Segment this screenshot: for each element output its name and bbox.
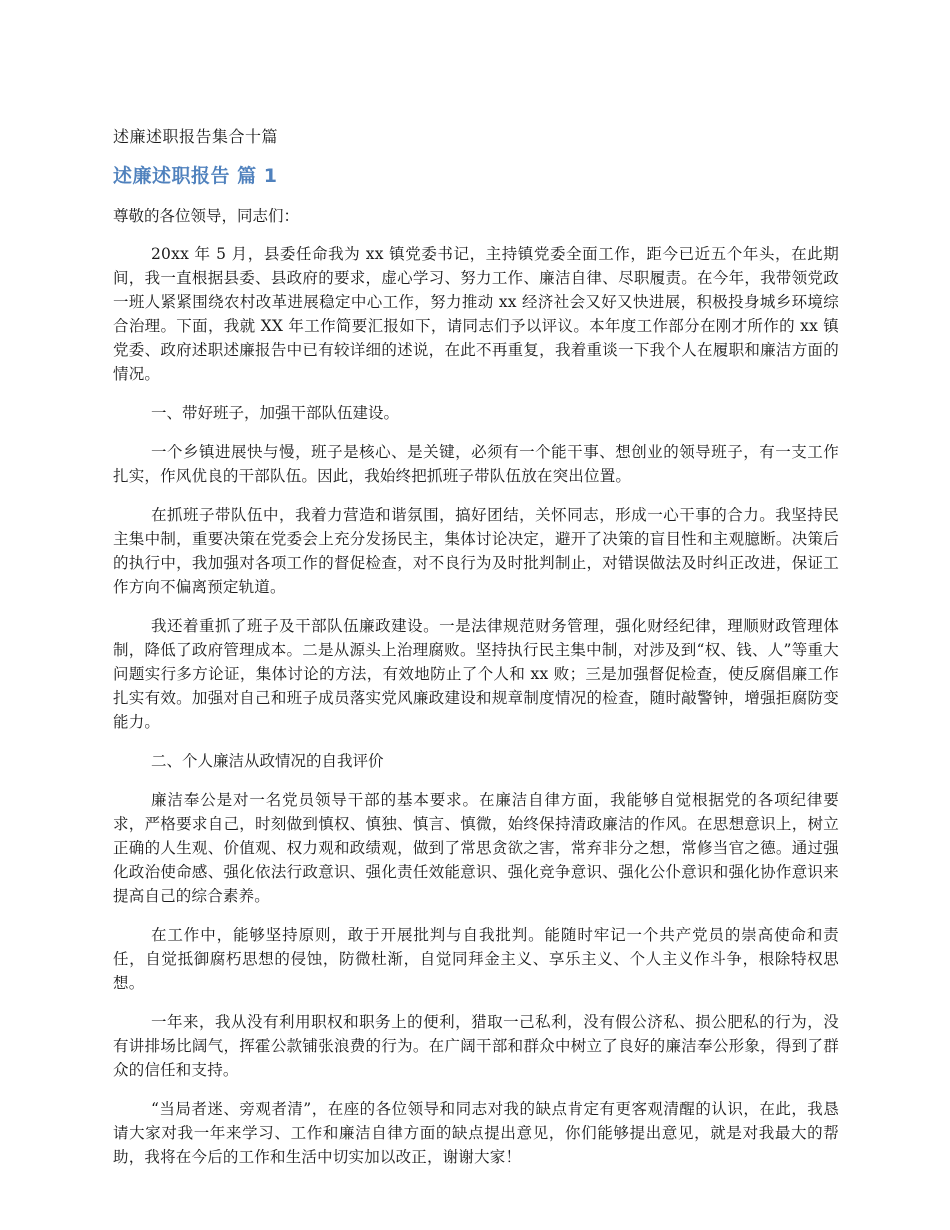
subheading-self-evaluation: 二、个人廉洁从政情况的自我评价 xyxy=(151,752,384,770)
subheading-team-building: 一、带好班子，加强干部队伍建设。 xyxy=(151,404,400,422)
paragraph-self-discipline: 廉洁奉公是对一名党员领导干部的基本要求。在廉洁自律方面，我能够自觉根据党的各项纪律要求，严格要求自己，时刻做到慎权、慎独、慎言、慎微，始终保持清政廉洁的作风。在思想意识上，树立正确的人生观、价值观、权力观和政绩观，做到了常思贪欲之害，常弃非分之想，常修当官之德。通过强化政治使命感、强化依法行政意识、强化责任效能意识、强化竞争意识、强化公仆意识和强化协作意识来提高自己的综合素养。 xyxy=(113,791,839,905)
salutation: 尊敬的各位领导，同志们： xyxy=(113,207,300,225)
document-title: 述廉述职报告集合十篇 xyxy=(113,127,279,146)
paragraph-integrity-building: 我还着重抓了班子及干部队伍廉政建设。一是法律规范财务管理，强化财经纪律，理顺财政管理体制，降低了政府管理成本。二是从源头上治理腐败。坚持执行民主集中制，对涉及到“权、钱、人”等重大问题实行多方论证，集体讨论的方法，有效地防止了个人和 xx 败；三是加强督促检查，使反腐倡廉工作扎实有效。加强对自己和班子成员落实党风廉政建设和规章制度情况的检查，随时敲警钟，增强拒腐防变能力。 xyxy=(113,617,839,731)
document-page xyxy=(113,124,839,1184)
section-heading: 述廉述职报告 篇 1 xyxy=(113,165,278,187)
paragraph-team-harmony: 在抓班子带队伍中，我着力营造和谐氛围，搞好团结，关怀同志，形成一心干事的合力。我坚持民主集中制，重要决策在党委会上充分发扬民主，集体讨论决定，避开了决策的盲目性和主观臆断。决策后的执行中，我加强对各项工作的督促检查，对不良行为及时批判制止，对错误做法及时纠正改进，保证工作方向不偏离预定轨道。 xyxy=(113,506,839,596)
paragraph-team-core: 一个乡镇进展快与慢，班子是核心、是关键，必须有一个能干事、想创业的领导班子，有一支工作扎实，作风优良的干部队伍。因此，我始终把抓班子带队伍放在突出位置。 xyxy=(113,443,839,485)
paragraph-principles: 在工作中，能够坚持原则，敢于开展批判与自我批判。能随时牢记一个共产党员的崇高使命和责任，自觉抵御腐朽思想的侵蚀，防微杜渐，自觉同拜金主义、享乐主义、个人主义作斗争，根除特权思想。 xyxy=(113,926,839,992)
paragraph-closing: “当局者迷、旁观者清”，在座的各位领导和同志对我的缺点肯定有更客观清醒的认识，在此，我恳请大家对我一年来学习、工作和廉洁自律方面的缺点提出意见，你们能够提出意见，就是对我最大的帮助，我将在今后的工作和生活中切实加以改正，谢谢大家！ xyxy=(113,1100,839,1166)
paragraph-intro: 20xx 年 5 月，县委任命我为 xx 镇党委书记，主持镇党委全面工作，距今已近五个年头，在此期间，我一直根据县委、县政府的要求，虚心学习、努力工作、廉洁自律、尽职履责。在今年，我带领党政一班人紧紧围绕农村改革进展稳定中心工作，努力推动 xx 经济社会又好又快进展，积极投身城乡环境综合治理。下面，我就 XX 年工作简要汇报如下，请同志们予以评议。本年度工作部分在刚才所作的 xx 镇党委、政府述职述廉报告中已有较详细的述说，在此不再重复，我着重谈一下我个人在履职和廉洁方面的情况。 xyxy=(113,245,839,383)
paragraph-year-review: 一年来，我从没有利用职权和职务上的便利，猎取一己私利，没有假公济私、损公肥私的行为，没有讲排场比阔气，挥霍公款铺张浪费的行为。在广阔干部和群众中树立了良好的廉洁奉公形象，得到了群众的信任和支持。 xyxy=(113,1013,839,1079)
